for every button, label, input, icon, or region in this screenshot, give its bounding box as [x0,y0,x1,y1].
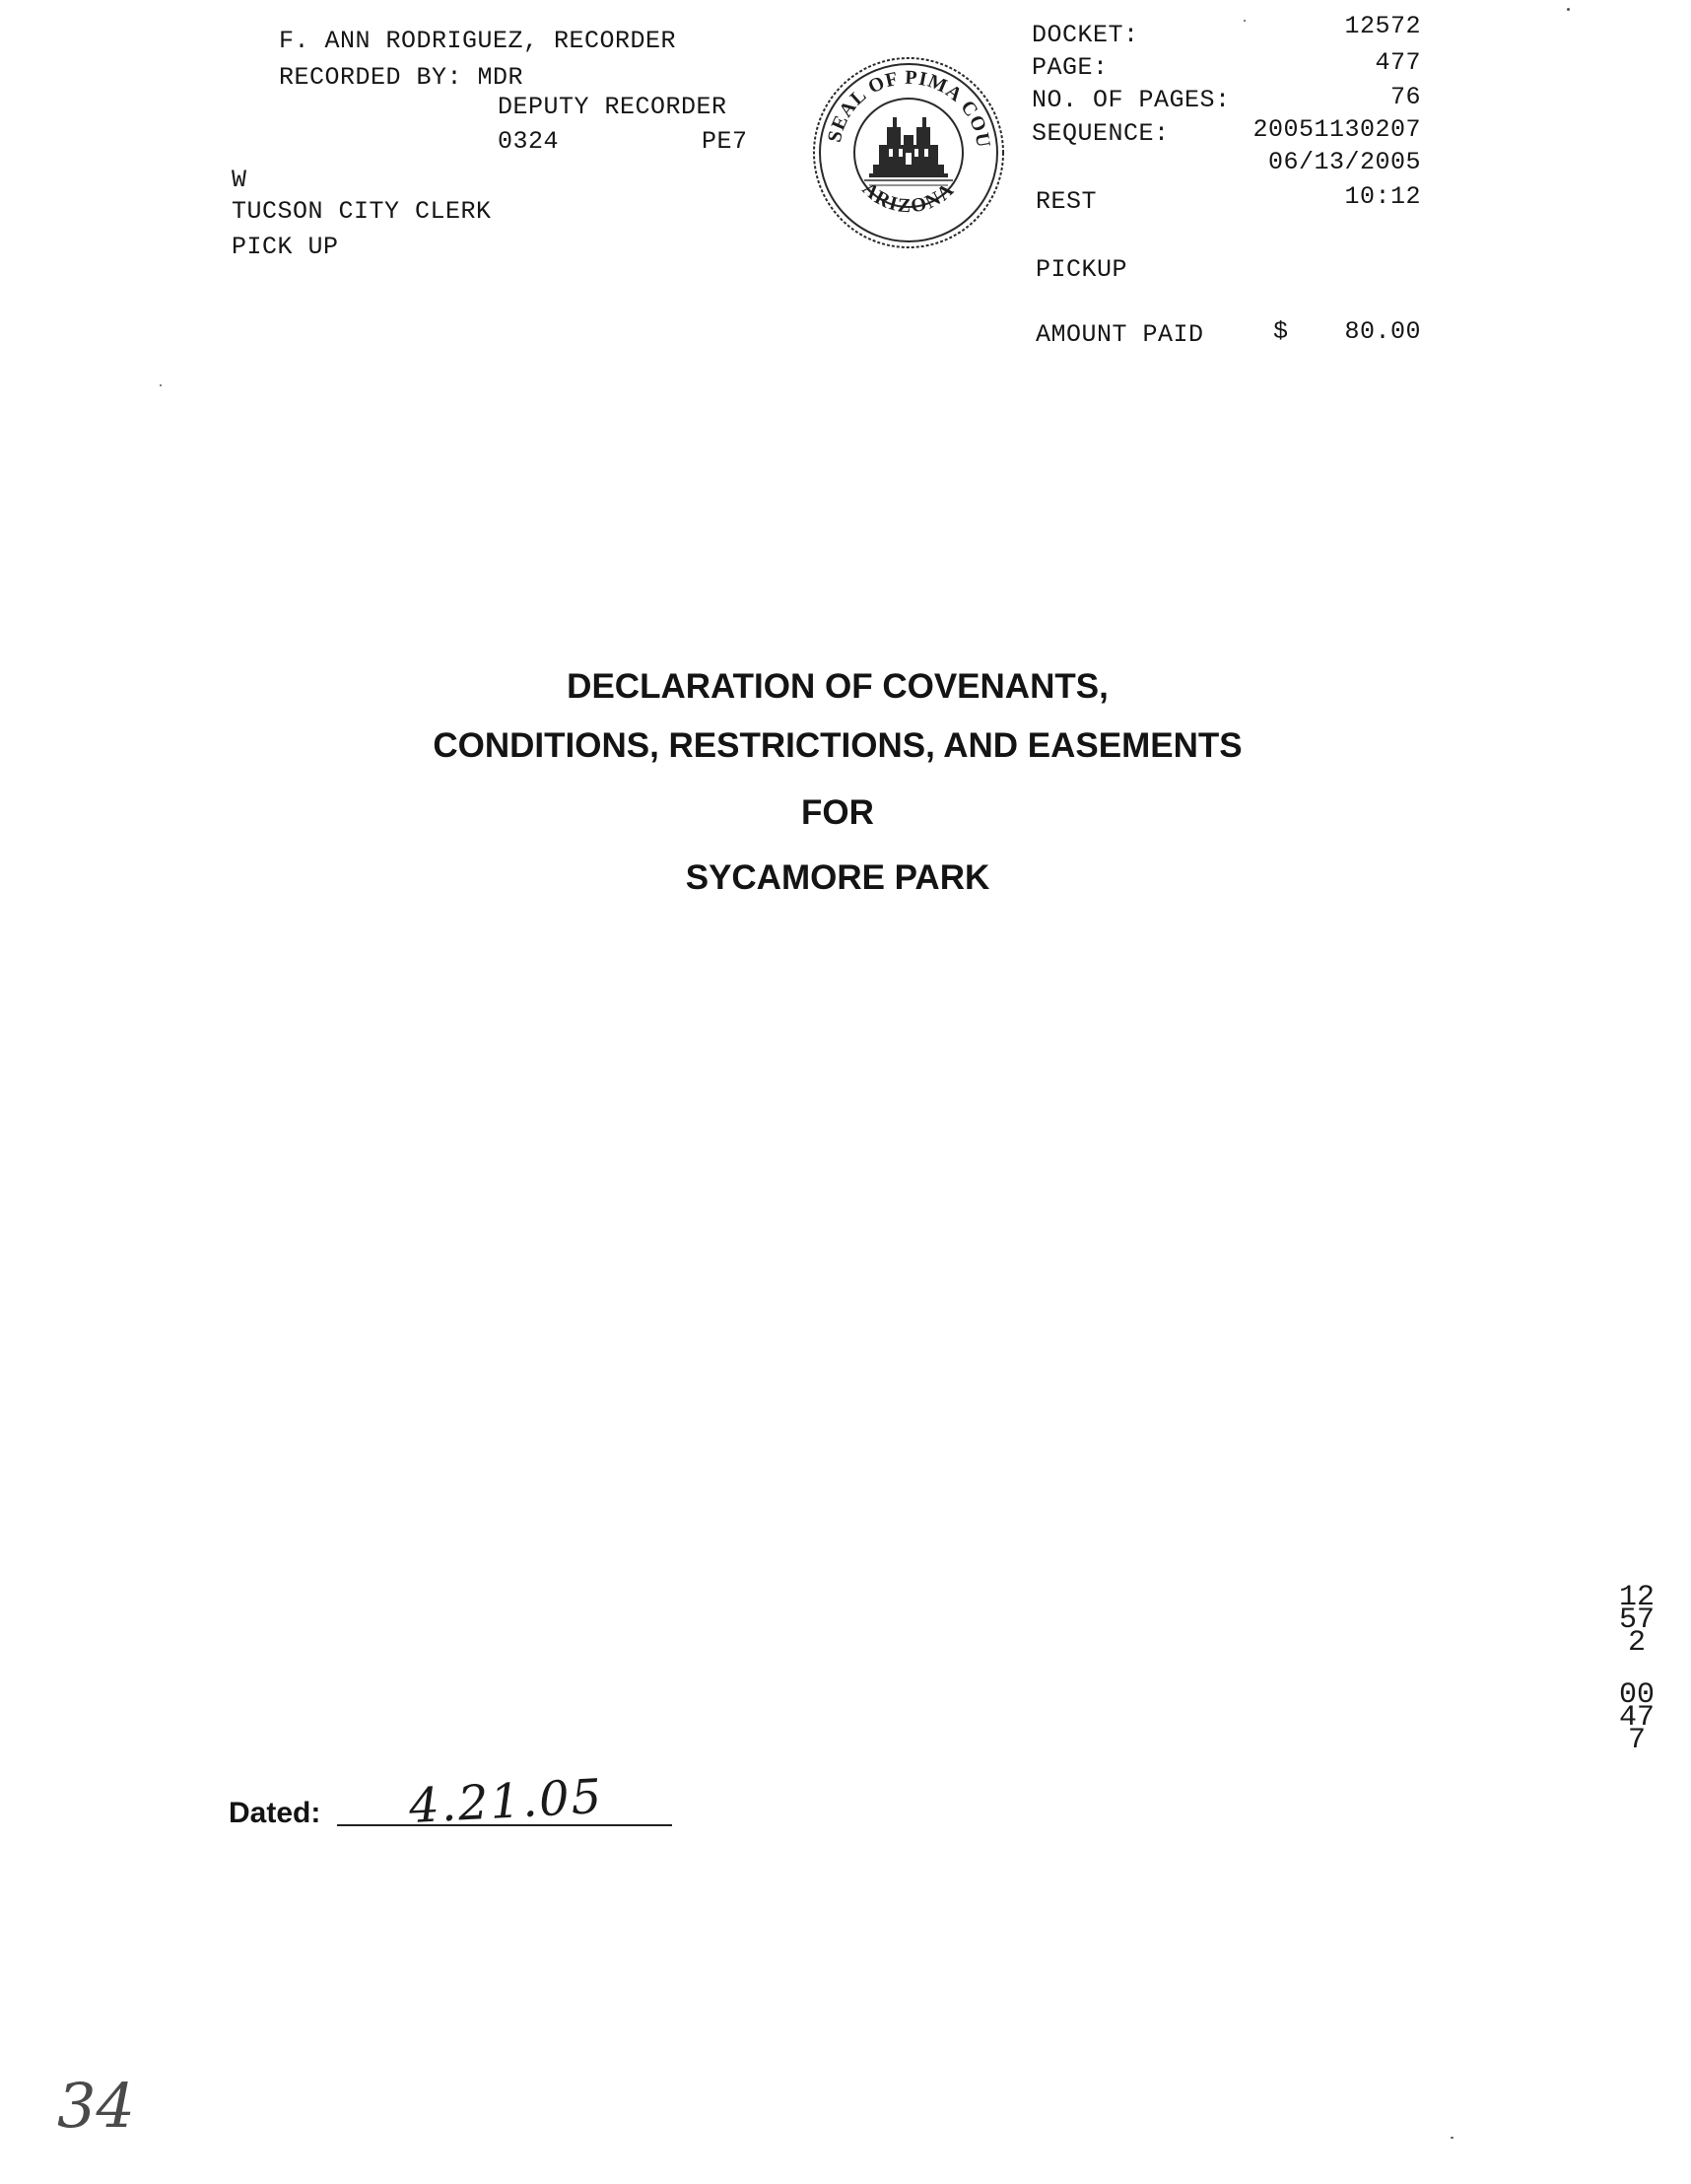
currency-symbol: $ [1273,317,1289,346]
sequence-label: SEQUENCE: [1032,119,1170,148]
recorder-name: F. ANN RODRIGUEZ, RECORDER [279,27,677,55]
title-line-1: DECLARATION OF COVENANTS, [567,667,1109,706]
pages-value: 76 [1389,83,1421,111]
recorder-code-right: PE7 [702,127,748,156]
handwritten-page-number: 34 [57,2070,135,2142]
recorded-by: RECORDED BY: MDR [279,63,524,92]
marker-letter: W [232,166,247,194]
seal-top-text: SEAL OF PIMA COU [823,66,995,150]
sequence-value: 20051130207 [1252,115,1421,144]
seal-icon [810,54,1007,251]
vertical-stamp [1619,1581,1656,1757]
record-date: 06/13/2005 [1267,148,1421,176]
title-line-2: CONDITIONS, RESTRICTIONS, AND EASEMENTS [433,726,1243,765]
title-line-3: FOR [801,793,874,832]
pickup-label: PICKUP [1036,255,1128,284]
scan-speck [160,384,162,386]
deputy-recorder: DEPUTY RECORDER [498,93,727,121]
docket-value: 12572 [1344,12,1421,40]
amount-paid-value: 80.00 [1344,317,1421,346]
vertical-docket: 12572 [1619,1581,1656,1660]
recorder-code-left: 0324 [498,127,560,156]
seal-bottom-text: ARIZONA [857,177,960,218]
dated-label: Dated: [229,1797,321,1829]
clerk-name: TUCSON CITY CLERK [232,197,492,226]
scan-speck [1451,2137,1454,2139]
pages-label: NO. OF PAGES: [1032,86,1231,114]
docket-label: DOCKET: [1032,21,1139,49]
scan-speck [1567,8,1570,11]
record-time: 10:12 [1344,182,1421,211]
rest-label: REST [1036,187,1098,216]
handwritten-date: 4.21.05 [407,1768,605,1835]
scan-speck [1244,20,1246,22]
vertical-page: 00477 [1619,1678,1656,1757]
amount-paid-label: AMOUNT PAID [1036,320,1204,349]
county-seal [810,54,1007,251]
page-label: PAGE: [1032,53,1109,82]
page-value: 477 [1375,48,1421,77]
title-line-4: SYCAMORE PARK [685,858,990,897]
pick-up-note: PICK UP [232,233,339,261]
